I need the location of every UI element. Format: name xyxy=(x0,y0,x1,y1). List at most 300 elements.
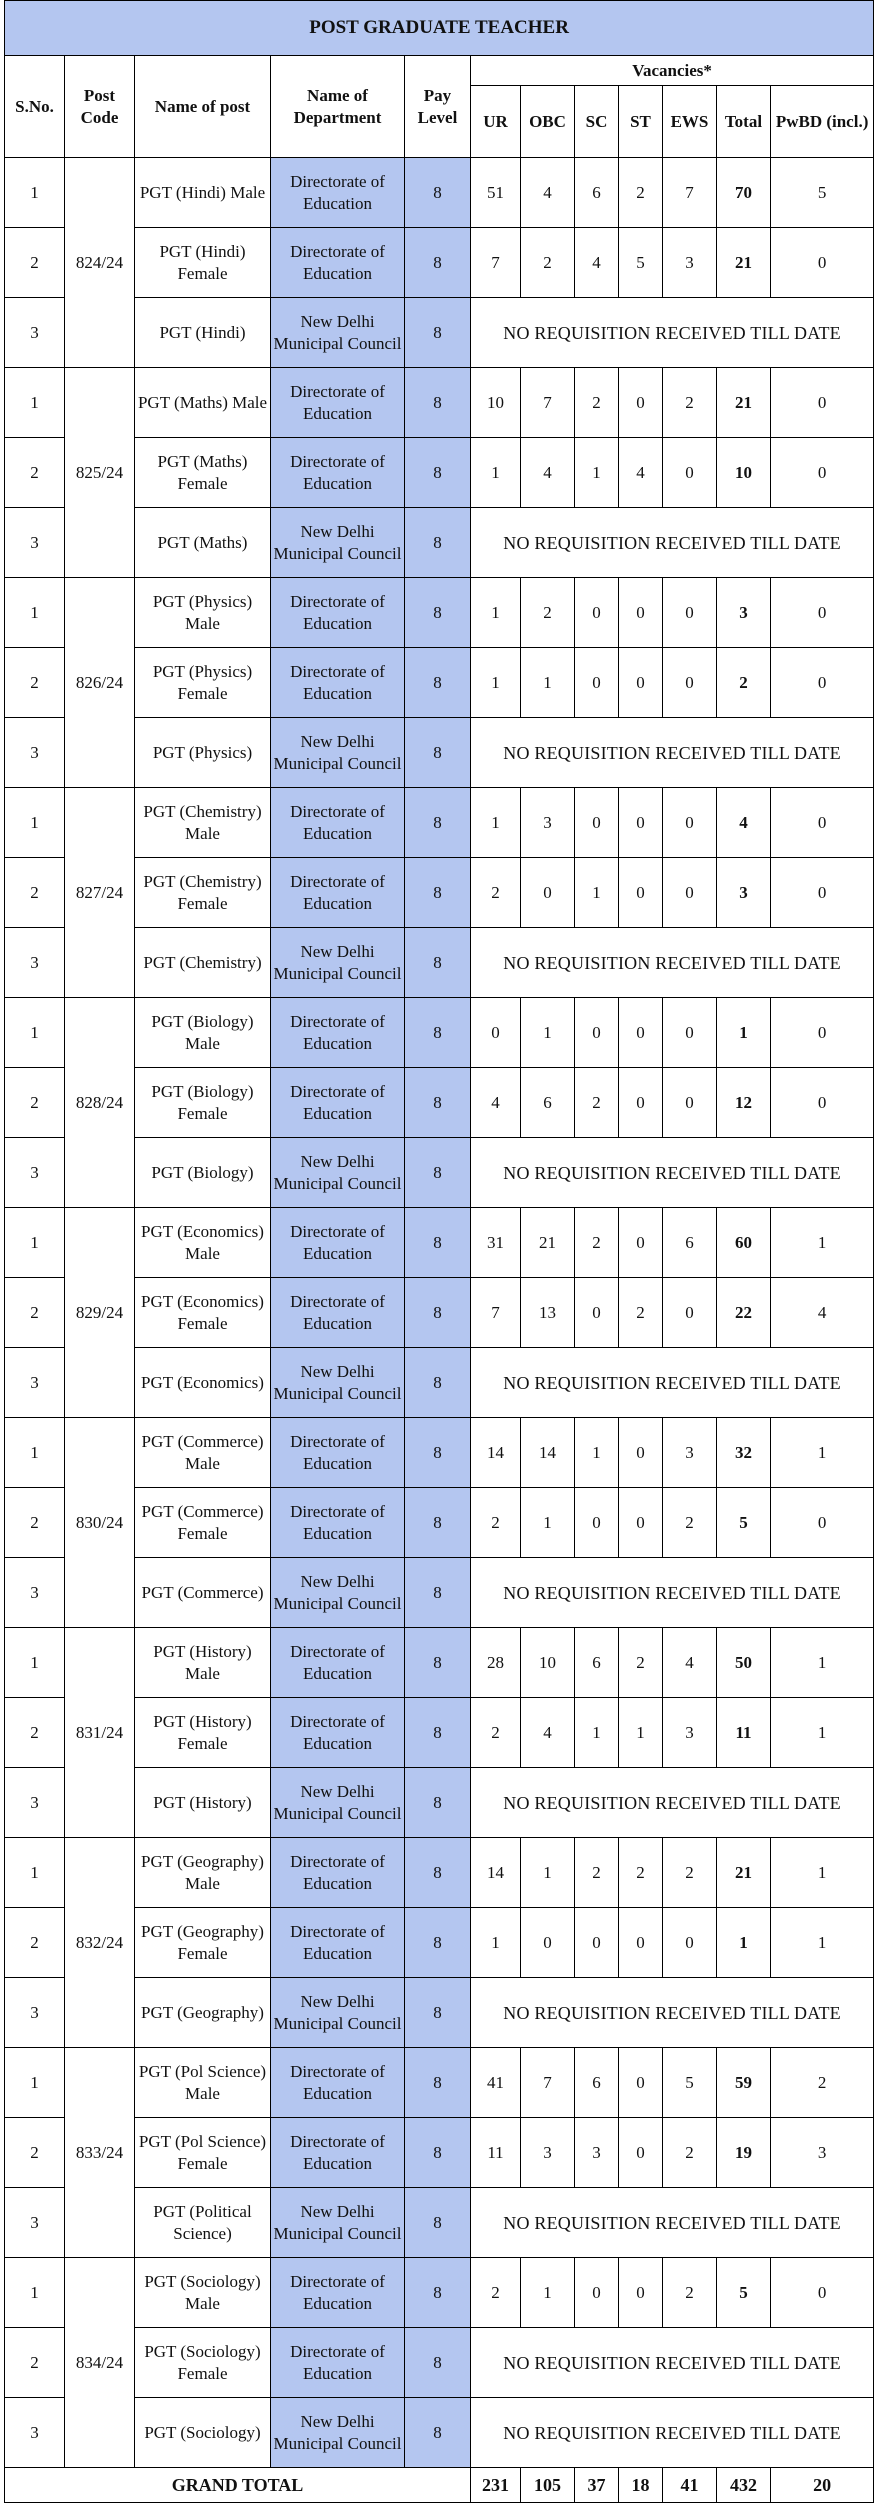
table-row xyxy=(5,648,874,718)
obc-cell: 3 xyxy=(521,788,575,858)
sc-cell: 3 xyxy=(575,2118,619,2188)
total-cell: 60 xyxy=(717,1208,771,1278)
total-cell: 3 xyxy=(717,858,771,928)
table-body xyxy=(5,158,874,2468)
sc-cell: 0 xyxy=(575,998,619,1068)
vacancy-table xyxy=(4,0,874,2503)
total-cell: 21 xyxy=(717,228,771,298)
ews-cell: 2 xyxy=(663,1488,717,1558)
sno-cell: 2 xyxy=(5,228,65,298)
sno-cell: 1 xyxy=(5,788,65,858)
table-row xyxy=(5,228,874,298)
department-cell: New Delhi Municipal Council xyxy=(271,1348,405,1418)
header-post-code: Post Code xyxy=(65,56,135,158)
ews-cell: 3 xyxy=(663,1418,717,1488)
total-cell: 21 xyxy=(717,1838,771,1908)
ur-cell: 2 xyxy=(471,1698,521,1768)
sno-cell: 1 xyxy=(5,1838,65,1908)
table-row xyxy=(5,1558,874,1628)
st-cell: 0 xyxy=(619,998,663,1068)
department-cell: New Delhi Municipal Council xyxy=(271,1978,405,2048)
pay-level-cell: 8 xyxy=(405,2048,471,2118)
post-code-cell: 831/24 xyxy=(65,1628,135,1838)
sno-cell: 2 xyxy=(5,1488,65,1558)
st-cell: 2 xyxy=(619,1838,663,1908)
st-cell: 1 xyxy=(619,1698,663,1768)
pwbd-cell: 0 xyxy=(771,2258,874,2328)
department-cell: Directorate of Education xyxy=(271,228,405,298)
table-row xyxy=(5,788,874,858)
department-cell: Directorate of Education xyxy=(271,1418,405,1488)
grand-total-pwbd: 20 xyxy=(771,2468,874,2503)
ur-cell: 41 xyxy=(471,2048,521,2118)
sno-cell: 3 xyxy=(5,508,65,578)
post-name-cell: PGT (Chemistry) xyxy=(135,928,271,998)
table-row xyxy=(5,998,874,1068)
pwbd-cell: 0 xyxy=(771,998,874,1068)
obc-cell: 1 xyxy=(521,2258,575,2328)
pay-level-cell: 8 xyxy=(405,2258,471,2328)
department-cell: New Delhi Municipal Council xyxy=(271,2398,405,2468)
pay-level-cell: 8 xyxy=(405,998,471,1068)
header-pay-level: Pay Level xyxy=(405,56,471,158)
post-name-cell: PGT (Physics) xyxy=(135,718,271,788)
st-cell: 0 xyxy=(619,1208,663,1278)
grand-total-total: 432 xyxy=(717,2468,771,2503)
post-name-cell: PGT (Geography) xyxy=(135,1978,271,2048)
table-row xyxy=(5,1908,874,1978)
post-code-cell: 824/24 xyxy=(65,158,135,368)
sno-cell: 1 xyxy=(5,1628,65,1698)
obc-cell: 1 xyxy=(521,1488,575,1558)
header-st: ST xyxy=(619,86,663,158)
post-name-cell: PGT (Chemistry) Male xyxy=(135,788,271,858)
ur-cell: 1 xyxy=(471,578,521,648)
sc-cell: 0 xyxy=(575,648,619,718)
st-cell: 0 xyxy=(619,2048,663,2118)
pay-level-cell: 8 xyxy=(405,858,471,928)
pwbd-cell: 3 xyxy=(771,2118,874,2188)
table-row xyxy=(5,508,874,578)
table-title: POST GRADUATE TEACHER xyxy=(5,1,874,56)
pwbd-cell: 1 xyxy=(771,1908,874,1978)
sc-cell: 0 xyxy=(575,2258,619,2328)
total-cell: 59 xyxy=(717,2048,771,2118)
no-requisition-cell: NO REQUISITION RECEIVED TILL DATE xyxy=(471,1978,874,2048)
table-row xyxy=(5,1208,874,1278)
table-row xyxy=(5,368,874,438)
table-row xyxy=(5,438,874,508)
sno-cell: 3 xyxy=(5,2188,65,2258)
sc-cell: 0 xyxy=(575,578,619,648)
post-name-cell: PGT (History) xyxy=(135,1768,271,1838)
post-code-cell: 828/24 xyxy=(65,998,135,1208)
table-row xyxy=(5,298,874,368)
pwbd-cell: 0 xyxy=(771,1488,874,1558)
post-name-cell: PGT (Economics) Female xyxy=(135,1278,271,1348)
ur-cell: 4 xyxy=(471,1068,521,1138)
department-cell: Directorate of Education xyxy=(271,2258,405,2328)
ews-cell: 0 xyxy=(663,1908,717,1978)
sno-cell: 2 xyxy=(5,648,65,718)
obc-cell: 21 xyxy=(521,1208,575,1278)
pay-level-cell: 8 xyxy=(405,1768,471,1838)
sc-cell: 4 xyxy=(575,228,619,298)
vacancy-table-wrapper xyxy=(4,0,873,2503)
post-code-cell: 832/24 xyxy=(65,1838,135,2048)
pay-level-cell: 8 xyxy=(405,508,471,578)
sno-cell: 2 xyxy=(5,858,65,928)
sno-cell: 1 xyxy=(5,578,65,648)
sno-cell: 2 xyxy=(5,2118,65,2188)
post-name-cell: PGT (Chemistry) Female xyxy=(135,858,271,928)
sno-cell: 3 xyxy=(5,718,65,788)
ews-cell: 5 xyxy=(663,2048,717,2118)
sno-cell: 2 xyxy=(5,1908,65,1978)
header-sc: SC xyxy=(575,86,619,158)
pwbd-cell: 0 xyxy=(771,858,874,928)
pay-level-cell: 8 xyxy=(405,718,471,788)
ews-cell: 2 xyxy=(663,368,717,438)
pwbd-cell: 5 xyxy=(771,158,874,228)
header-sno: S.No. xyxy=(5,56,65,158)
department-cell: Directorate of Education xyxy=(271,648,405,718)
department-cell: Directorate of Education xyxy=(271,1628,405,1698)
total-cell: 1 xyxy=(717,1908,771,1978)
sno-cell: 1 xyxy=(5,1418,65,1488)
header-ur: UR xyxy=(471,86,521,158)
total-cell: 11 xyxy=(717,1698,771,1768)
post-name-cell: PGT (Hindi) Female xyxy=(135,228,271,298)
table-row xyxy=(5,1488,874,1558)
st-cell: 4 xyxy=(619,438,663,508)
obc-cell: 4 xyxy=(521,1698,575,1768)
table-row xyxy=(5,928,874,998)
pwbd-cell: 2 xyxy=(771,2048,874,2118)
no-requisition-cell: NO REQUISITION RECEIVED TILL DATE xyxy=(471,508,874,578)
department-cell: Directorate of Education xyxy=(271,2118,405,2188)
pay-level-cell: 8 xyxy=(405,928,471,998)
post-name-cell: PGT (Geography) Female xyxy=(135,1908,271,1978)
sno-cell: 2 xyxy=(5,1278,65,1348)
obc-cell: 4 xyxy=(521,438,575,508)
ews-cell: 7 xyxy=(663,158,717,228)
department-cell: Directorate of Education xyxy=(271,1278,405,1348)
grand-total-row xyxy=(5,2468,874,2503)
header-ews: EWS xyxy=(663,86,717,158)
post-name-cell: PGT (Maths) Male xyxy=(135,368,271,438)
no-requisition-cell: NO REQUISITION RECEIVED TILL DATE xyxy=(471,298,874,368)
ur-cell: 1 xyxy=(471,788,521,858)
post-code-cell: 826/24 xyxy=(65,578,135,788)
sno-cell: 3 xyxy=(5,1768,65,1838)
post-code-cell: 829/24 xyxy=(65,1208,135,1418)
pwbd-cell: 1 xyxy=(771,1418,874,1488)
sno-cell: 2 xyxy=(5,2328,65,2398)
ur-cell: 14 xyxy=(471,1838,521,1908)
total-cell: 10 xyxy=(717,438,771,508)
header-vacancies: Vacancies* xyxy=(471,56,874,86)
sc-cell: 2 xyxy=(575,368,619,438)
sc-cell: 6 xyxy=(575,158,619,228)
post-name-cell: PGT (Hindi) xyxy=(135,298,271,368)
post-name-cell: PGT (Sociology) xyxy=(135,2398,271,2468)
pay-level-cell: 8 xyxy=(405,1838,471,1908)
table-row xyxy=(5,858,874,928)
pay-level-cell: 8 xyxy=(405,578,471,648)
post-code-cell: 833/24 xyxy=(65,2048,135,2258)
total-cell: 32 xyxy=(717,1418,771,1488)
obc-cell: 1 xyxy=(521,1838,575,1908)
total-cell: 1 xyxy=(717,998,771,1068)
total-cell: 5 xyxy=(717,2258,771,2328)
obc-cell: 6 xyxy=(521,1068,575,1138)
pay-level-cell: 8 xyxy=(405,368,471,438)
header-total: Total xyxy=(717,86,771,158)
department-cell: Directorate of Education xyxy=(271,438,405,508)
sc-cell: 1 xyxy=(575,1698,619,1768)
total-cell: 3 xyxy=(717,578,771,648)
table-row xyxy=(5,1278,874,1348)
pwbd-cell: 1 xyxy=(771,1208,874,1278)
ews-cell: 0 xyxy=(663,578,717,648)
sc-cell: 1 xyxy=(575,438,619,508)
ews-cell: 2 xyxy=(663,2118,717,2188)
pwbd-cell: 4 xyxy=(771,1278,874,1348)
no-requisition-cell: NO REQUISITION RECEIVED TILL DATE xyxy=(471,1138,874,1208)
sc-cell: 2 xyxy=(575,1208,619,1278)
ur-cell: 1 xyxy=(471,648,521,718)
department-cell: Directorate of Education xyxy=(271,1208,405,1278)
pay-level-cell: 8 xyxy=(405,648,471,718)
table-row xyxy=(5,1348,874,1418)
department-cell: Directorate of Education xyxy=(271,2048,405,2118)
department-cell: New Delhi Municipal Council xyxy=(271,2188,405,2258)
sno-cell: 1 xyxy=(5,998,65,1068)
ews-cell: 0 xyxy=(663,998,717,1068)
pay-level-cell: 8 xyxy=(405,438,471,508)
department-cell: Directorate of Education xyxy=(271,858,405,928)
st-cell: 5 xyxy=(619,228,663,298)
pwbd-cell: 0 xyxy=(771,578,874,648)
table-row xyxy=(5,158,874,228)
ews-cell: 2 xyxy=(663,1838,717,1908)
pay-level-cell: 8 xyxy=(405,788,471,858)
obc-cell: 14 xyxy=(521,1418,575,1488)
sno-cell: 1 xyxy=(5,2258,65,2328)
post-code-cell: 830/24 xyxy=(65,1418,135,1628)
pay-level-cell: 8 xyxy=(405,1278,471,1348)
total-cell: 12 xyxy=(717,1068,771,1138)
sno-cell: 3 xyxy=(5,1558,65,1628)
sno-cell: 3 xyxy=(5,298,65,368)
no-requisition-cell: NO REQUISITION RECEIVED TILL DATE xyxy=(471,2188,874,2258)
sc-cell: 2 xyxy=(575,1068,619,1138)
table-row xyxy=(5,2118,874,2188)
pwbd-cell: 0 xyxy=(771,788,874,858)
no-requisition-cell: NO REQUISITION RECEIVED TILL DATE xyxy=(471,2398,874,2468)
pay-level-cell: 8 xyxy=(405,1488,471,1558)
st-cell: 2 xyxy=(619,1628,663,1698)
ews-cell: 4 xyxy=(663,1628,717,1698)
table-row xyxy=(5,1838,874,1908)
obc-cell: 10 xyxy=(521,1628,575,1698)
table-row xyxy=(5,2048,874,2118)
ur-cell: 1 xyxy=(471,438,521,508)
sc-cell: 0 xyxy=(575,1278,619,1348)
table-row xyxy=(5,2328,874,2398)
obc-cell: 3 xyxy=(521,2118,575,2188)
post-name-cell: PGT (Biology) Male xyxy=(135,998,271,1068)
ur-cell: 2 xyxy=(471,1488,521,1558)
pwbd-cell: 1 xyxy=(771,1838,874,1908)
sc-cell: 0 xyxy=(575,1488,619,1558)
no-requisition-cell: NO REQUISITION RECEIVED TILL DATE xyxy=(471,1768,874,1838)
post-name-cell: PGT (Sociology) Male xyxy=(135,2258,271,2328)
sno-cell: 3 xyxy=(5,1348,65,1418)
table-row xyxy=(5,2188,874,2258)
pwbd-cell: 1 xyxy=(771,1628,874,1698)
department-cell: Directorate of Education xyxy=(271,998,405,1068)
header-department: Name of Department xyxy=(271,56,405,158)
ur-cell: 7 xyxy=(471,228,521,298)
table-row xyxy=(5,1628,874,1698)
post-name-cell: PGT (Maths) Female xyxy=(135,438,271,508)
pwbd-cell: 0 xyxy=(771,438,874,508)
st-cell: 2 xyxy=(619,1278,663,1348)
post-code-cell: 827/24 xyxy=(65,788,135,998)
post-name-cell: PGT (History) Male xyxy=(135,1628,271,1698)
ews-cell: 2 xyxy=(663,2258,717,2328)
sno-cell: 3 xyxy=(5,2398,65,2468)
sno-cell: 2 xyxy=(5,1698,65,1768)
ews-cell: 0 xyxy=(663,1068,717,1138)
department-cell: Directorate of Education xyxy=(271,1698,405,1768)
ews-cell: 0 xyxy=(663,1278,717,1348)
sno-cell: 1 xyxy=(5,158,65,228)
st-cell: 0 xyxy=(619,578,663,648)
department-cell: Directorate of Education xyxy=(271,158,405,228)
department-cell: Directorate of Education xyxy=(271,1488,405,1558)
sc-cell: 1 xyxy=(575,858,619,928)
post-name-cell: PGT (Pol Science) Female xyxy=(135,2118,271,2188)
pay-level-cell: 8 xyxy=(405,158,471,228)
st-cell: 0 xyxy=(619,1908,663,1978)
department-cell: Directorate of Education xyxy=(271,1838,405,1908)
ur-cell: 28 xyxy=(471,1628,521,1698)
post-name-cell: PGT (Geography) Male xyxy=(135,1838,271,1908)
total-cell: 50 xyxy=(717,1628,771,1698)
department-cell: New Delhi Municipal Council xyxy=(271,1558,405,1628)
sno-cell: 3 xyxy=(5,928,65,998)
department-cell: Directorate of Education xyxy=(271,1068,405,1138)
total-cell: 19 xyxy=(717,2118,771,2188)
pay-level-cell: 8 xyxy=(405,2328,471,2398)
department-cell: Directorate of Education xyxy=(271,1908,405,1978)
pay-level-cell: 8 xyxy=(405,2398,471,2468)
obc-cell: 4 xyxy=(521,158,575,228)
department-cell: Directorate of Education xyxy=(271,578,405,648)
pwbd-cell: 1 xyxy=(771,1698,874,1768)
department-cell: New Delhi Municipal Council xyxy=(271,928,405,998)
post-name-cell: PGT (Physics) Male xyxy=(135,578,271,648)
pay-level-cell: 8 xyxy=(405,1348,471,1418)
post-name-cell: PGT (Economics) xyxy=(135,1348,271,1418)
no-requisition-cell: NO REQUISITION RECEIVED TILL DATE xyxy=(471,1558,874,1628)
table-row xyxy=(5,1698,874,1768)
obc-cell: 1 xyxy=(521,648,575,718)
ews-cell: 0 xyxy=(663,438,717,508)
total-cell: 21 xyxy=(717,368,771,438)
st-cell: 0 xyxy=(619,2258,663,2328)
no-requisition-cell: NO REQUISITION RECEIVED TILL DATE xyxy=(471,718,874,788)
ur-cell: 51 xyxy=(471,158,521,228)
ur-cell: 2 xyxy=(471,2258,521,2328)
pay-level-cell: 8 xyxy=(405,1138,471,1208)
st-cell: 0 xyxy=(619,788,663,858)
sc-cell: 1 xyxy=(575,1418,619,1488)
pay-level-cell: 8 xyxy=(405,2188,471,2258)
header-obc: OBC xyxy=(521,86,575,158)
total-cell: 5 xyxy=(717,1488,771,1558)
ur-cell: 1 xyxy=(471,1908,521,1978)
pay-level-cell: 8 xyxy=(405,2118,471,2188)
pay-level-cell: 8 xyxy=(405,1208,471,1278)
ews-cell: 0 xyxy=(663,648,717,718)
ews-cell: 0 xyxy=(663,788,717,858)
table-row xyxy=(5,718,874,788)
department-cell: Directorate of Education xyxy=(271,2328,405,2398)
ur-cell: 7 xyxy=(471,1278,521,1348)
pay-level-cell: 8 xyxy=(405,1418,471,1488)
sc-cell: 0 xyxy=(575,788,619,858)
post-name-cell: PGT (Biology) Female xyxy=(135,1068,271,1138)
pwbd-cell: 0 xyxy=(771,1068,874,1138)
st-cell: 0 xyxy=(619,1488,663,1558)
post-name-cell: PGT (Sociology) Female xyxy=(135,2328,271,2398)
total-cell: 70 xyxy=(717,158,771,228)
ews-cell: 6 xyxy=(663,1208,717,1278)
no-requisition-cell: NO REQUISITION RECEIVED TILL DATE xyxy=(471,928,874,998)
department-cell: Directorate of Education xyxy=(271,368,405,438)
department-cell: New Delhi Municipal Council xyxy=(271,1138,405,1208)
ews-cell: 3 xyxy=(663,228,717,298)
post-name-cell: PGT (Maths) xyxy=(135,508,271,578)
st-cell: 0 xyxy=(619,1418,663,1488)
department-cell: New Delhi Municipal Council xyxy=(271,508,405,578)
post-name-cell: PGT (Economics) Male xyxy=(135,1208,271,1278)
pay-level-cell: 8 xyxy=(405,1558,471,1628)
grand-total-st: 18 xyxy=(619,2468,663,2503)
header-pwbd: PwBD (incl.) xyxy=(771,86,874,158)
table-row xyxy=(5,1978,874,2048)
sno-cell: 2 xyxy=(5,438,65,508)
ur-cell: 0 xyxy=(471,998,521,1068)
post-name-cell: PGT (Biology) xyxy=(135,1138,271,1208)
post-code-cell: 825/24 xyxy=(65,368,135,578)
total-cell: 4 xyxy=(717,788,771,858)
pay-level-cell: 8 xyxy=(405,1698,471,1768)
obc-cell: 7 xyxy=(521,368,575,438)
header-name-of-post: Name of post xyxy=(135,56,271,158)
table-row xyxy=(5,1768,874,1838)
obc-cell: 0 xyxy=(521,1908,575,1978)
post-name-cell: PGT (Political Science) xyxy=(135,2188,271,2258)
post-name-cell: PGT (History) Female xyxy=(135,1698,271,1768)
pwbd-cell: 0 xyxy=(771,648,874,718)
obc-cell: 1 xyxy=(521,998,575,1068)
sc-cell: 0 xyxy=(575,1908,619,1978)
